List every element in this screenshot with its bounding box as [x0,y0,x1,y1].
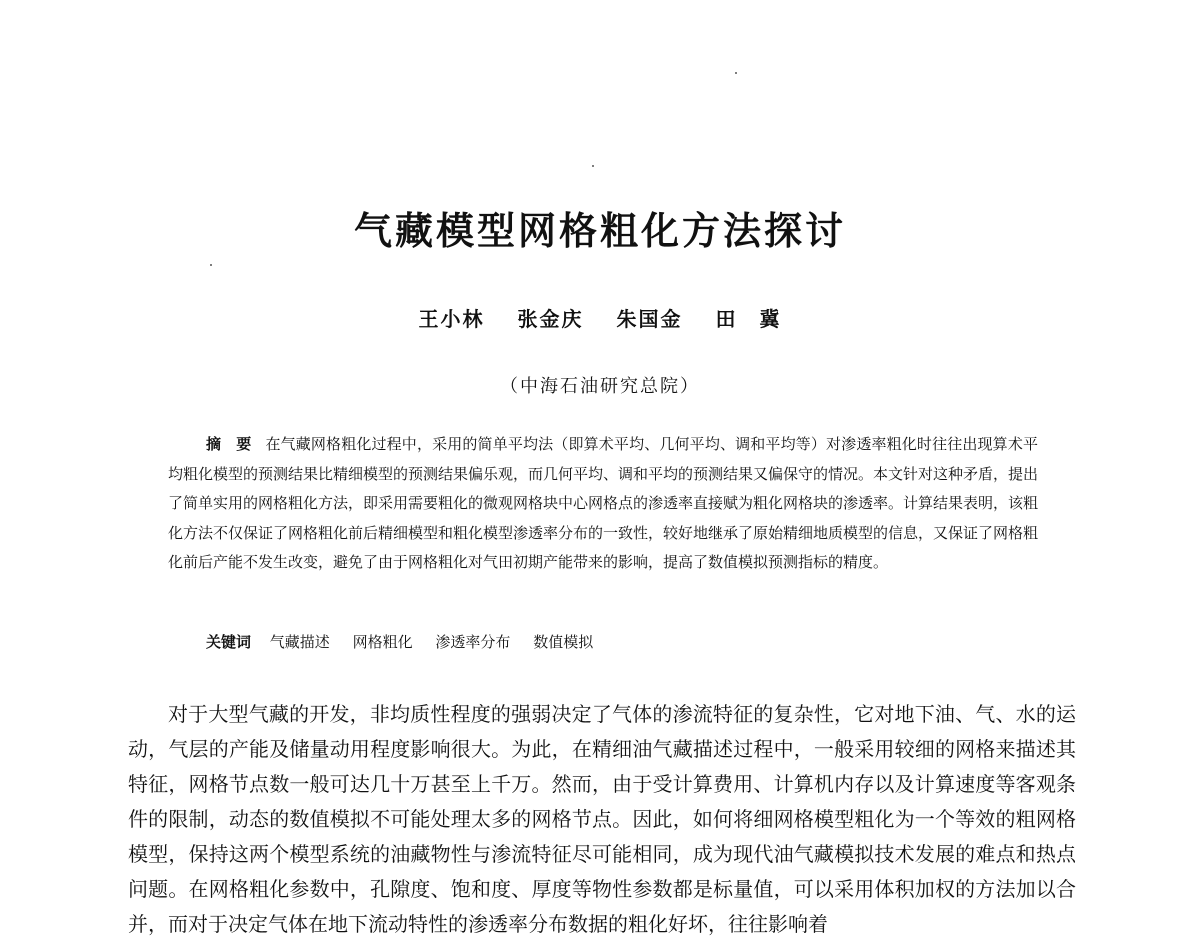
keyword: 气藏描述 [269,633,330,651]
keywords-label: 关键词 [206,633,252,651]
body-paragraph: 对于大型气藏的开发，非均质性程度的强弱决定了气体的渗流特征的复杂性，它对地下油、气、水的运动，气层的产能及储量动用程度影响很大。为此，在精细油气藏描述过程中，一般采用较细的网格来描述其特征，网格节点数一般可达几十万甚至上千万。然而，由于受计算费用、计算机内存以及计算速度等客观条件的限制，动态的数值模拟不可能处理太多的网格节点。因此，如何将细网格模型粗化为一个等效的粗网格模型，保持这两个模型系统的油藏物性与渗流特征尽可能相同，成为现代油气藏模拟技术发展的难点和热点问题。在网格粗化参数中，孔隙度、饱和度、厚度等物性参数都是标量值，可以采用体积加权的方法加以合并，而对于决定气体在地下流动特性的渗透率分布数据的粗化好坏，往往影响着 [128,702,1076,936]
keyword: 网格粗化 [352,633,413,651]
paper-title: 气藏模型网格粗化方法探讨 [353,209,846,253]
scan-speck [210,264,212,266]
keyword: 数值模拟 [533,633,594,651]
abstract [168,430,1038,578]
scan-speck [592,165,594,167]
keyword: 渗透率分布 [435,633,511,651]
author-name: 田 冀 [715,307,782,331]
author-name: 张金庆 [517,307,584,331]
author-name: 朱国金 [616,307,683,331]
abstract-label: 摘 要 [206,435,252,453]
abstract-text: 在气藏网格粗化过程中，采用的简单平均法（即算术平均、几何平均、调和平均等）对渗透率粗化时往往出现算术平均粗化模型的预测结果比精细模型的预测结果偏乐观，而几何平均、调和平均的预测结果又偏保守的情况。本文针对这种矛盾，提出了简单实用的网格粗化方法，即采用需要粗化的微观网格块中心网格点的渗透率直接赋为粗化网格块的渗透率。计算结果表明，该粗化方法不仅保证了网格粗化前后精细模型和粗化模型渗透率分布的一致性，较好地继承了原始精细地质模型的信息，又保证了网格粗化前后产能不发生改变，避免了由于网格粗化对气田初期产能带来的影响，提高了数值模拟预测指标的精度。 [168,435,1039,571]
author-name: 王小林 [418,307,485,331]
affiliation: （中海石油研究总院） [500,376,700,397]
scan-speck [735,72,737,74]
keywords [206,630,611,654]
author-list [0,303,1200,332]
